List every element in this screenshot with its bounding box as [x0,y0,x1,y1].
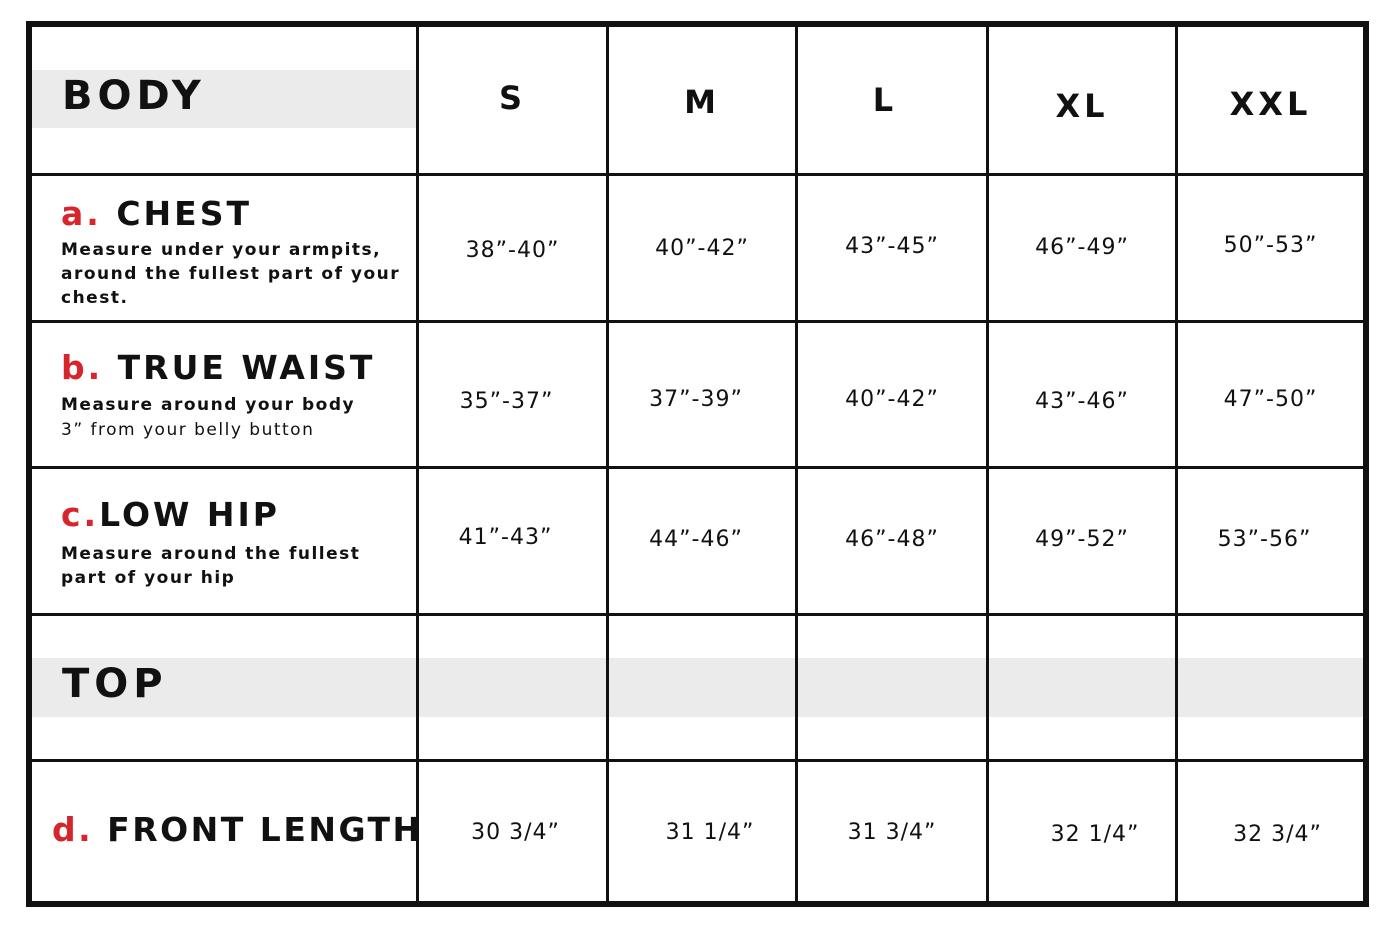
value-text: 46”-48” [845,527,939,552]
top-section-title: TOP [62,661,168,707]
front-length-label-cell [32,762,423,901]
value-text: 50”-53” [1223,233,1318,258]
value-text: 46”-49” [1035,235,1129,260]
value-text: 30 3/4” [471,820,560,845]
chest-value-xxl [1178,176,1363,320]
value-text: 38”-40” [465,238,560,263]
top-empty-l [798,616,989,759]
front-length-letter: d. [52,810,94,849]
hip-value-m [609,469,798,613]
hip-value-s [419,469,609,613]
value-text: 40”-42” [845,387,939,412]
top-label-cell [32,616,419,759]
waist-letter: b. [61,348,104,387]
front-length-row [32,762,1363,901]
size-label: S [498,79,527,117]
value-text: 49”-52” [1035,527,1129,552]
hip-letter: c. [61,495,100,534]
waist-title [61,348,375,387]
waist-value-l [798,323,989,466]
chest-value-l [798,176,989,320]
size-header-s [419,27,609,173]
hip-value-xl [989,469,1178,613]
chest-title-text: CHEST [116,194,252,233]
waist-value-m [609,323,798,466]
hip-title [61,495,280,534]
hip-description: Measure around the fullest part of your hip [61,544,361,588]
value-text: 32 3/4” [1233,822,1322,847]
chest-value-s [419,176,609,320]
waist-value-xxl [1178,323,1363,466]
chest-title [61,194,252,233]
waist-title-text: TRUE WAIST [117,348,376,387]
value-text: 43”-46” [1035,389,1129,414]
chest-row [32,176,1363,323]
hip-value-xxl [1178,469,1363,613]
chest-letter: a. [61,194,102,233]
value-text: 44”-46” [649,527,743,552]
front-length-title [52,810,423,849]
chest-label-cell [32,176,419,320]
hip-value-l [798,469,989,613]
top-empty-m [609,616,798,759]
waist-value-s [419,323,609,466]
size-header-xl [989,27,1178,173]
top-empty-s [419,616,609,759]
waist-description-line2: 3” from your belly button [61,420,315,440]
chest-description: Measure under your armpits, around the fullest part of your chest. [61,240,401,308]
waist-label-cell [32,323,419,466]
size-chart [26,21,1369,907]
body-header-cell [32,27,419,173]
front-length-value-m [609,762,798,901]
value-text: 31 3/4” [847,820,937,845]
value-text: 31 1/4” [665,820,755,845]
hip-title-text: LOW HIP [99,495,280,534]
waist-value-xl [989,323,1178,466]
chest-value-m [609,176,798,320]
front-length-value-xl [989,762,1178,901]
hip-row [32,469,1363,616]
size-label: XL [1055,87,1109,125]
front-length-value-xxl [1178,762,1363,901]
size-header-xxl [1178,27,1363,173]
size-label: M [684,83,720,121]
top-empty-xxl [1178,616,1363,759]
body-section-title: BODY [62,73,206,119]
front-length-value-l [798,762,989,901]
size-header-l [798,27,989,173]
value-text: 32 1/4” [1050,822,1140,847]
size-label: L [872,81,898,119]
value-text: 35”-37” [459,389,554,414]
front-length-title-text: FRONT LENGTH [107,810,423,849]
size-header-m [609,27,798,173]
value-text: 41”-43” [458,525,553,550]
waist-description: Measure around your body [61,395,356,415]
size-label: XXL [1229,85,1312,123]
header-row [32,27,1363,176]
waist-row [32,323,1363,469]
top-section-row [32,616,1363,762]
value-text: 47”-50” [1223,387,1318,412]
front-length-value-s [419,762,609,901]
hip-label-cell [32,469,419,613]
value-text: 53”-56” [1217,527,1312,552]
chest-value-xl [989,176,1178,320]
top-empty-xl [989,616,1178,759]
value-text: 43”-45” [845,234,939,259]
value-text: 40”-42” [655,236,749,261]
value-text: 37”-39” [649,387,743,412]
